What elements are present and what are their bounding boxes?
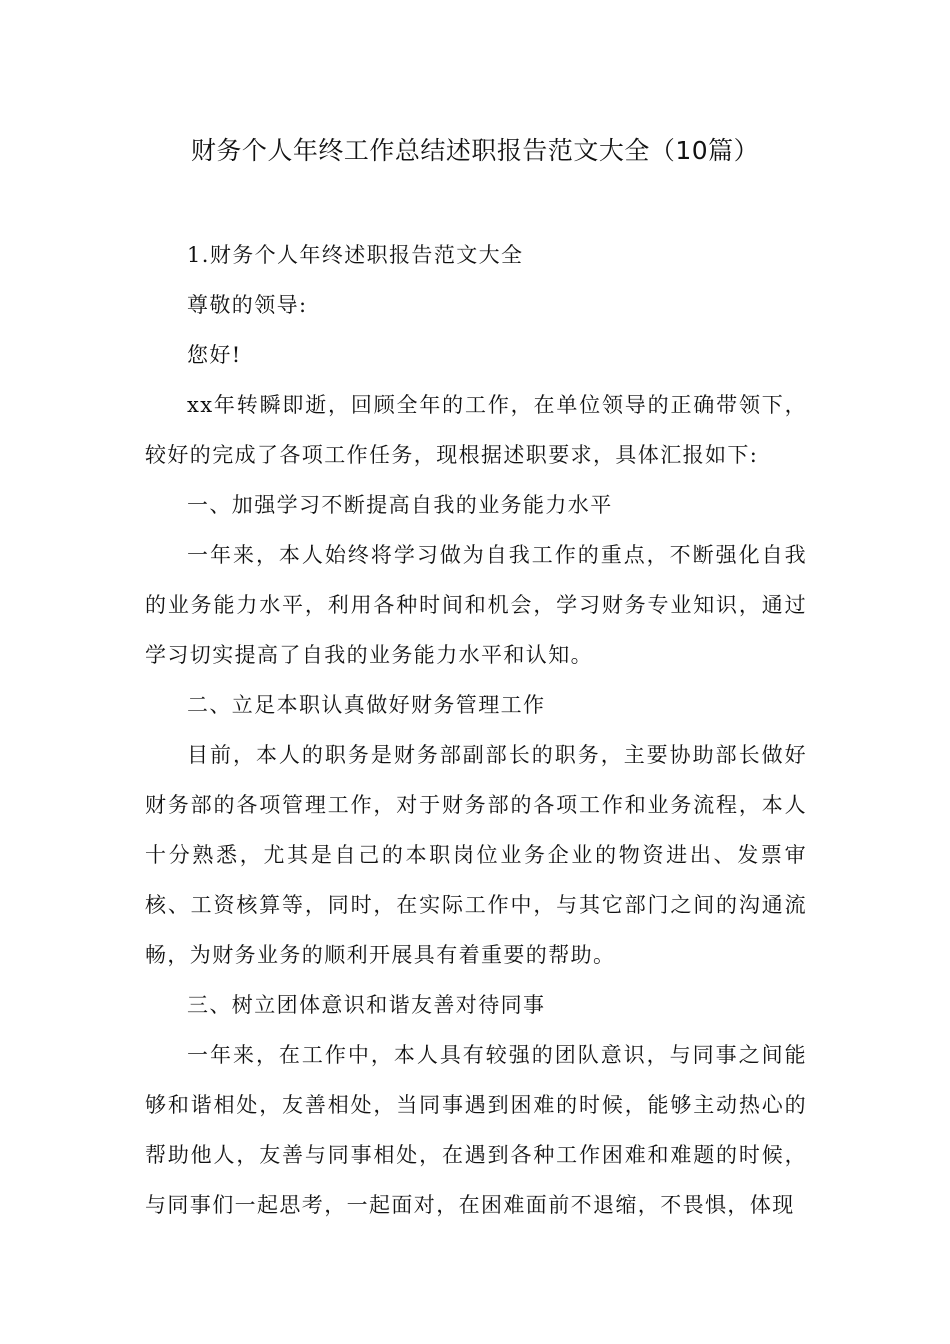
paragraph-heading-team: 三、树立团体意识和谐友善对待同事	[187, 993, 546, 1017]
paragraph-greeting: 您好!	[187, 343, 242, 367]
paragraph-intro: xx年转瞬即逝，回顾全年的工作，在单位领导的正确带领下，较好的完成了各项工作任务，现根据述职要求，具体汇报如下:	[145, 393, 807, 467]
paragraph-duty: 目前，本人的职务是财务部副部长的职务，主要协助部长做好财务部的各项管理工作，对于财务部的各项工作和业务流程，本人十分熟悉，尤其是自己的本职岗位业务企业的物资进出、发票审核、工资核算等，同时，在实际工作中，与其它部门之间的沟通流畅，为财务业务的顺利开展具有着重要的帮助。	[145, 743, 807, 967]
document-body	[145, 230, 807, 1230]
paragraph-study: 一年来，本人始终将学习做为自我工作的重点，不断强化自我的业务能力水平，利用各种时间和机会，学习财务专业知识，通过学习切实提高了自我的业务能力水平和认知。	[145, 543, 807, 667]
document-title: 财务个人年终工作总结述职报告范文大全（10篇）	[190, 136, 760, 165]
paragraph-team: 一年来，在工作中，本人具有较强的团队意识，与同事之间能够和谐相处，友善相处，当同事遇到困难的时候，能够主动热心的帮助他人，友善与同事相处，在遇到各种工作困难和难题的时候，与同事们一起思考，一起面对，在困难面前不退缩，不畏惧，体现	[145, 1043, 807, 1217]
paragraph-heading-study: 一、加强学习不断提高自我的业务能力水平	[187, 493, 613, 517]
paragraph-heading-duty: 二、立足本职认真做好财务管理工作	[187, 693, 546, 717]
paragraph-section-heading-1: 1.财务个人年终述职报告范文大全	[187, 243, 524, 267]
paragraph-salutation: 尊敬的领导:	[187, 293, 308, 317]
